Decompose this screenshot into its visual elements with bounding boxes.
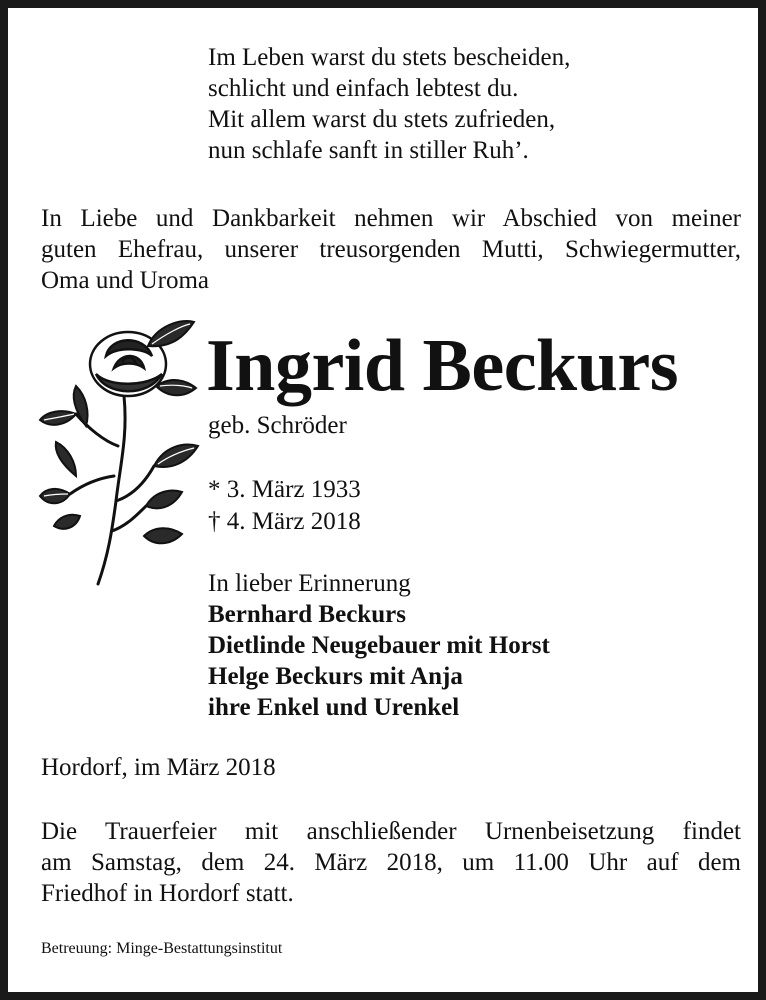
farewell-intro [41,203,741,296]
poem-line: schlicht und einfach lebtest du. [208,75,519,102]
mourner-name: Helge Beckurs mit Anja [208,663,463,690]
rose-icon [36,316,201,591]
ceremony-info [41,816,741,909]
mourner-name: Bernhard Beckurs [208,601,406,628]
mourners-list [208,568,550,723]
life-dates [208,474,361,538]
birth-name: geb. Schröder [208,412,347,439]
poem-line: Mit allem warst du stets zufrieden, [208,106,556,133]
intro-line: Oma und Uroma [41,267,210,294]
memorial-poem [208,42,570,166]
funeral-home-credit: Betreuung: Minge-Bestattungsinstitut [41,940,283,957]
deceased-name: Ingrid Beckurs [206,325,679,407]
place-date: Hordorf, im März 2018 [41,754,276,781]
intro-line: In Liebe und Dankbarkeit nehmen wir Abschied von meiner [41,205,741,232]
mourner-name: ihre Enkel und Urenkel [208,694,460,721]
poem-line: nun schlafe sanft in stiller Ruh’. [208,137,529,164]
death-date: † 4. März 2018 [208,508,361,535]
ceremony-line: Friedhof in Hordorf statt. [41,880,294,907]
mourner-name: Dietlinde Neugebauer mit Horst [208,632,550,659]
mourners-heading: In lieber Erinnerung [208,570,411,597]
birth-date: * 3. März 1933 [208,476,361,503]
intro-line: guten Ehefrau, unserer treusorgenden Mutti, Schwiegermutter, [41,236,741,263]
poem-line: Im Leben warst du stets bescheiden, [208,44,571,71]
ceremony-line: Die Trauerfeier mit anschließender Urnenbeisetzung findet [41,818,741,845]
ceremony-line: am Samstag, dem 24. März 2018, um 11.00 Uhr auf dem [41,849,741,876]
